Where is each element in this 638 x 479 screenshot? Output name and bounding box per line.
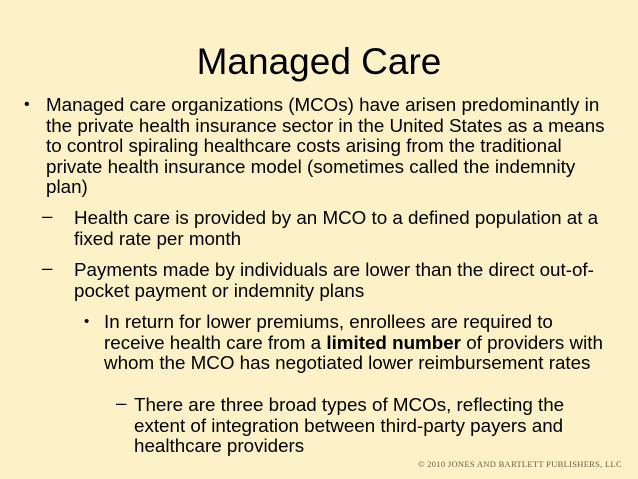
bullet-level2-payments: Payments made by individuals are lower than the direct out-of-pocket payment or indemnity plans bbox=[74, 259, 594, 301]
bullet-level3-premiums bbox=[104, 312, 604, 374]
slide-title: Managed Care bbox=[196, 41, 442, 82]
bold-emphasis: limited number bbox=[326, 331, 461, 353]
bullet-marker: • bbox=[84, 313, 90, 330]
dash-marker: – bbox=[116, 392, 127, 413]
bullet-level2-fixed-rate: Health care is provided by an MCO to a defined population at a fixed rate per month bbox=[74, 207, 599, 249]
bullet-level1: Managed care organizations (MCOs) have arisen predominantly in the private health insurance sector in the United States as a means to control spiraling healthcare costs arising from the traditional private health insurance model (sometimes called the indemnity plan) bbox=[46, 94, 605, 197]
bullet-level4-mco-types: There are three broad types of MCOs, reflecting the extent of integration between third-party payers and healthcare providers bbox=[134, 394, 565, 456]
copyright-footer: © 2010 JONES AND BARTLETT PUBLISHERS, LLC bbox=[418, 459, 622, 469]
dash-marker: – bbox=[42, 257, 53, 278]
bullet-text: of providers with whom the MCO has negotiated lower reimbursement rates bbox=[104, 331, 603, 373]
bullet-marker: • bbox=[24, 96, 30, 113]
dash-marker: – bbox=[42, 205, 53, 226]
bullet-text: In return for lower premiums, enrollees are required to receive health care from a bbox=[104, 311, 553, 353]
